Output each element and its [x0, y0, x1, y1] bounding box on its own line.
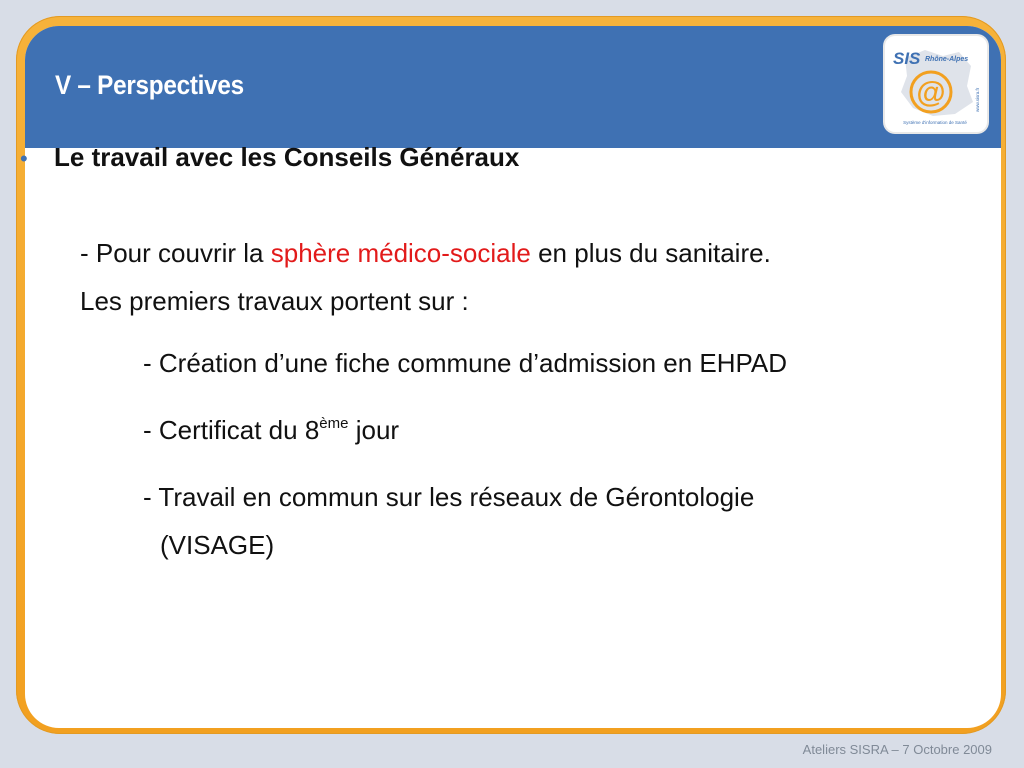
logo-side-text: www.sisra.fr [975, 87, 980, 112]
certificat-superscript: ème [319, 415, 349, 432]
list-item-travail-line-2: (VISAGE) [160, 530, 275, 560]
certificat-text-part2: jour [348, 415, 400, 445]
bullet-icon: • [20, 146, 28, 171]
logo-region: Rhône-Alpes [925, 56, 969, 63]
intro-line-1 [80, 236, 771, 270]
footer-text: Ateliers SISRA – 7 Octobre 2009 [802, 742, 992, 757]
at-symbol: @ [916, 76, 946, 109]
list-item-certificat [143, 413, 399, 447]
intro-text-part1: - Pour couvrir la [80, 238, 271, 268]
intro-line-2: Les premiers travaux portent sur : [80, 286, 469, 316]
intro-text-part2: en plus du sanitaire. [530, 238, 771, 268]
list-item-travail-line-1: - Travail en commun sur les réseaux de Gérontologie [143, 482, 755, 512]
certificat-text-part1: - Certificat du 8 [143, 415, 320, 445]
page-title: V – Perspectives [55, 70, 244, 100]
logo-tagline: Système d'information de Santé [903, 120, 967, 125]
list-item-admission: - Création d’une fiche commune d’admission en EHPAD [143, 348, 788, 378]
section-heading: Le travail avec les Conseils Généraux [54, 142, 520, 172]
intro-highlight: sphère médico-sociale [270, 238, 531, 268]
logo-brand: SIS [893, 49, 921, 68]
